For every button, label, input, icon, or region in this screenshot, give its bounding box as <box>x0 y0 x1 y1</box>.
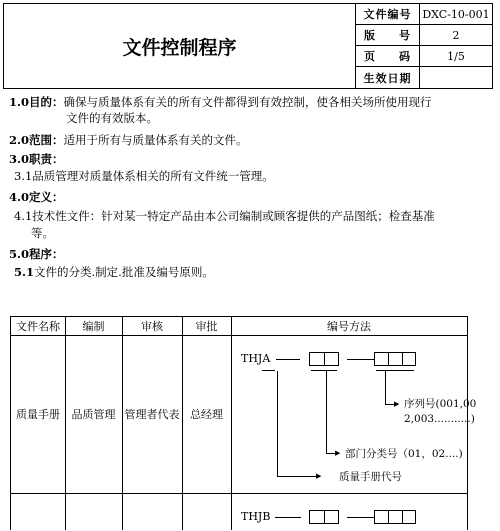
version-label: 版 号 <box>356 25 420 45</box>
section-procedure-heading: 5.0程序： <box>9 247 64 261</box>
section-purpose <box>9 94 432 110</box>
arrow-right-icon: ▶ <box>316 472 322 480</box>
effective-date-label: 生效日期 <box>356 67 420 88</box>
page-label: 页 码 <box>356 46 420 66</box>
doc-number-value: DXC-10-001 <box>422 7 490 21</box>
manual-code-label: 质量手册代号 <box>339 471 402 483</box>
connector-line <box>347 359 374 360</box>
section-procedure-5-1 <box>14 264 214 280</box>
section-responsibility-text: 3.1品质管理对质量体系相关的所有文件统一管理。 <box>14 169 274 183</box>
table-header-approved: 审批 <box>195 320 218 333</box>
doc-number-label: 文件编号 <box>356 4 420 24</box>
effective-date-row <box>356 67 492 88</box>
section-procedure-5-1-text: 文件的分类.制定.批准及编号原则。 <box>34 265 214 279</box>
page-row <box>356 46 492 67</box>
section-purpose-text-cont: 文件的有效版本。 <box>66 111 158 125</box>
doc-number-row <box>356 4 492 25</box>
manual-arrow-line <box>277 371 278 476</box>
doc-classification-table <box>10 316 477 530</box>
table-row1-name: 质量手册 <box>16 408 60 421</box>
section-scope-heading: 2.0范围： <box>9 133 64 147</box>
dept-arrow-line <box>326 371 327 453</box>
prefix-underline <box>262 370 275 371</box>
serial-code-boxes <box>374 510 416 524</box>
dept-underline <box>311 370 337 371</box>
section-definition-heading: 4.0定义： <box>9 190 64 204</box>
section-scope <box>9 132 248 148</box>
numbering-diagram-row1 <box>231 335 477 493</box>
page-value: 1/5 <box>447 49 465 63</box>
serial-underline <box>376 370 414 371</box>
table-header-name: 文件名称 <box>16 320 60 333</box>
dept-code-boxes <box>309 352 339 366</box>
section-definition-text-cont: 等。 <box>31 226 54 240</box>
table-row1-approved: 总经理 <box>190 408 223 421</box>
effective-date-value <box>420 67 492 88</box>
code-prefix-thja: THJA <box>241 352 271 365</box>
arrow-right-icon: ▶ <box>335 449 341 457</box>
section-definition-text: 4.1技术性文件：针对某一特定产品由本公司编制或顾客提供的产品图纸；检查基准 <box>14 209 435 223</box>
connector-line <box>275 517 301 518</box>
dept-code-boxes <box>309 510 339 524</box>
document-title: 文件控制程序 <box>4 4 356 88</box>
code-prefix-thjb: THJB <box>241 510 271 523</box>
connector-line <box>276 359 300 360</box>
serial-arrow-line <box>385 371 386 404</box>
serial-number-label: 序列号(001,00 2,003...........) <box>404 398 477 425</box>
section-purpose-heading: 1.0目的： <box>9 95 64 109</box>
document-header <box>3 3 493 89</box>
version-value: 2 <box>452 28 460 42</box>
table-header-prepared: 编制 <box>82 320 105 333</box>
manual-arrow-line <box>277 476 319 477</box>
section-procedure-5-1-num: 5.1 <box>14 265 35 279</box>
table-row1-prepared: 品质管理 <box>71 408 116 421</box>
version-row <box>356 25 492 46</box>
dept-class-label: 部门分类号（01，02....) <box>345 448 463 460</box>
arrow-right-icon: ▶ <box>394 400 400 408</box>
section-responsibility-heading: 3.0职责： <box>9 152 64 166</box>
serial-code-boxes <box>374 352 416 366</box>
numbering-diagram-row2 <box>231 493 467 531</box>
section-scope-text: 适用于所有与质量体系有关的文件。 <box>63 133 248 147</box>
table-row1-reviewed: 管理者代表 <box>124 408 180 421</box>
table-header-reviewed: 审核 <box>141 320 163 333</box>
table-header-numbering: 编号方法 <box>327 320 371 333</box>
section-purpose-text: 确保与质量体系有关的所有文件都得到有效控制，使各相关场所使用现行 <box>63 95 432 109</box>
connector-line <box>347 517 374 518</box>
